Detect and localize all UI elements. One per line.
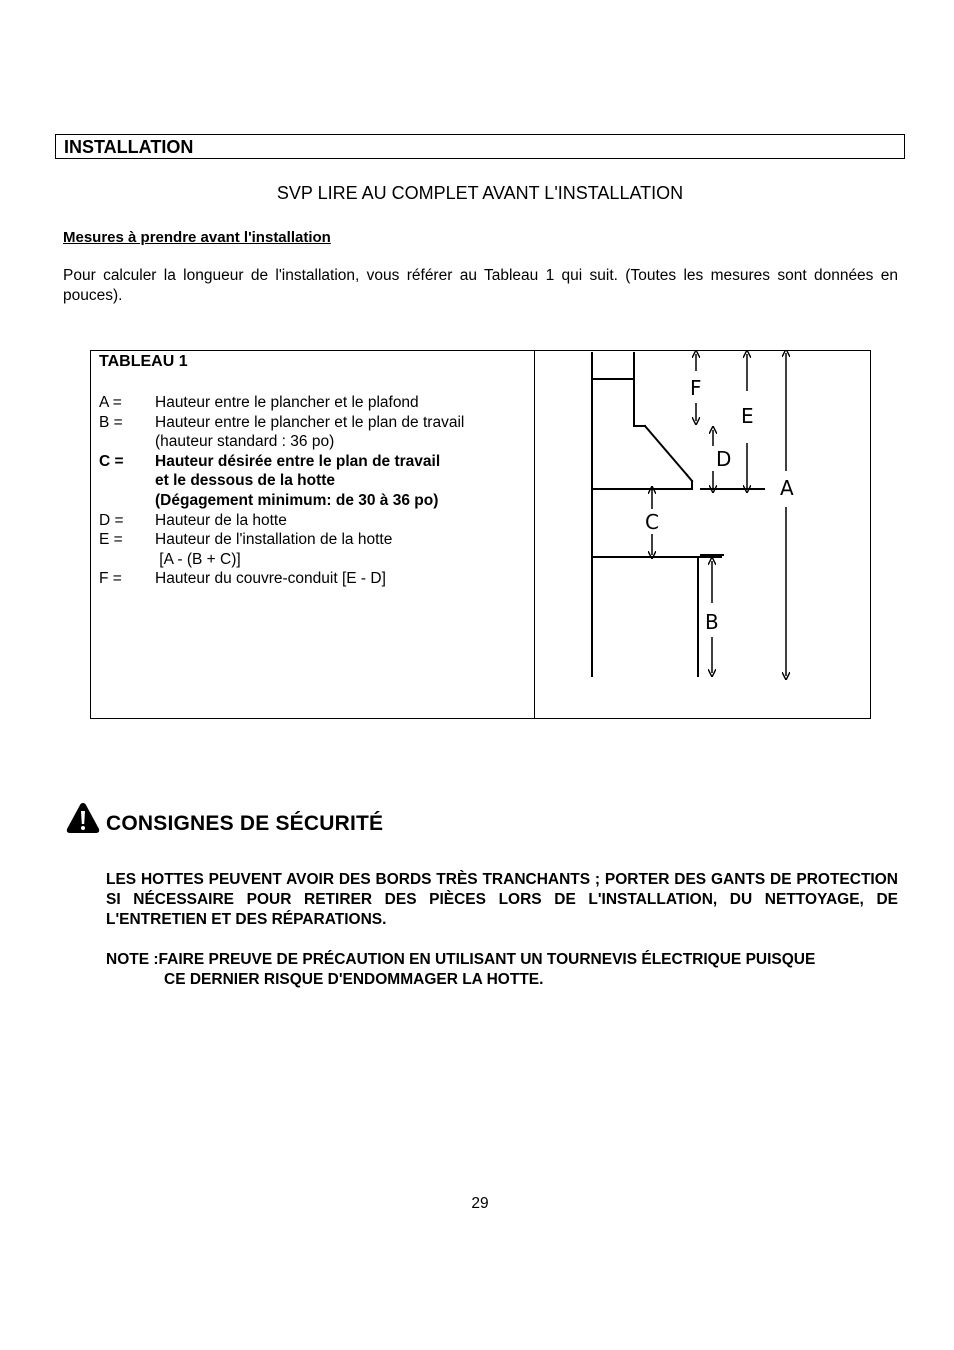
definition-row [99, 413, 515, 433]
table-1 [90, 350, 871, 719]
definition-text: Hauteur du couvre-conduit [E - D] [155, 570, 386, 588]
diagram-label-a: A [780, 476, 794, 500]
definition-row [99, 452, 515, 472]
definition-text: Hauteur désirée entre le plan de travail [155, 452, 441, 470]
definition-row [99, 491, 515, 511]
definition-key [99, 432, 155, 452]
definition-key: A = [99, 394, 122, 411]
note-line-1: NOTE :FAIRE PREUVE DE PRÉCAUTION EN UTILISANT UN TOURNEVIS ÉLECTRIQUE PUISQUE [106, 951, 816, 968]
definition-text: Hauteur entre le plancher et le plafond [155, 394, 419, 411]
definition-row [99, 550, 515, 570]
definition-key: D = [99, 511, 124, 529]
safety-title: CONSIGNES DE SÉCURITÉ [106, 812, 384, 835]
definition-key: E = [99, 531, 123, 549]
warning-paragraph: LES HOTTES PEUVENT AVOIR DES BORDS TRÈS TRANCHANTS ; PORTER DES GANTS DE PROTECTION SI NÉCESSAIRE POUR RETIRER DES PIÈCES LORS DE L'INSTALLATION, DU NETTOYAGE, DE L'ENTRETIEN ET DES RÉPARATIONS. [106, 871, 898, 928]
definition-row [99, 432, 515, 452]
definition-key [99, 491, 155, 511]
definition-row [99, 530, 515, 550]
note-paragraph [106, 950, 898, 990]
definition-key: B = [99, 413, 123, 431]
definitions-list [99, 393, 515, 589]
definition-text: (hauteur standard : 36 po) [155, 433, 335, 451]
definition-text: et le dessous de la hotte [155, 472, 336, 490]
definition-row [99, 471, 515, 491]
definition-row [99, 393, 515, 413]
subtitle: SVP LIRE AU COMPLET AVANT L'INSTALLATION [276, 183, 684, 203]
section-header [55, 134, 905, 159]
intro-paragraph: Pour calculer la longueur de l'installation, vous référer au Tableau 1 qui suit. (Toutes les mesures sont données en pouces). [63, 267, 898, 304]
definition-key: F = [99, 570, 122, 588]
section-title: INSTALLATION [64, 137, 194, 157]
diagram-label-b: B [705, 610, 719, 634]
diagram-label-c: C [645, 510, 659, 534]
definition-key: C = [99, 452, 124, 470]
note-line-2: CE DERNIER RISQUE D'ENDOMMAGER LA HOTTE. [164, 971, 544, 988]
warning-icon [66, 802, 100, 834]
hood-diagram [535, 351, 871, 718]
definition-text: Hauteur entre le plancher et le plan de travail [155, 413, 465, 431]
definition-text: Hauteur de la hotte [155, 511, 287, 529]
page-number: 29 [471, 1195, 489, 1212]
measures-heading: Mesures à prendre avant l'installation [63, 229, 331, 246]
definition-key [99, 550, 155, 570]
definition-row [99, 569, 515, 589]
hood-slope [645, 426, 687, 475]
definition-text: (Dégagement minimum: de 30 à 36 po) [155, 491, 439, 509]
definition-text: [A - (B + C)] [155, 550, 241, 568]
diagram-label-e: E [741, 404, 754, 428]
table-title: TABLEAU 1 [99, 353, 188, 370]
diagram-label-d: D [716, 447, 732, 471]
definition-text: Hauteur de l'installation de la hotte [155, 531, 393, 549]
definition-row [99, 511, 515, 531]
diagram-label-f: F [690, 376, 702, 400]
definition-key [99, 471, 155, 491]
